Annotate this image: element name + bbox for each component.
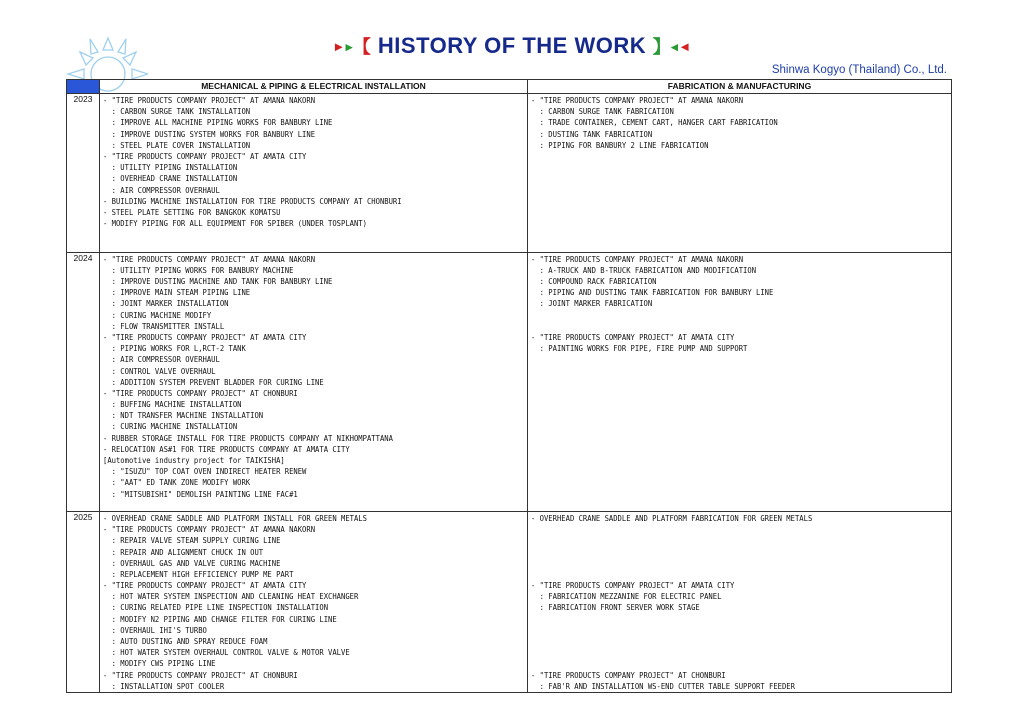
- mechanical-work-cell: [100, 252, 528, 511]
- work-item-line: : MODIFY CWS PIPING LINE: [103, 659, 216, 669]
- mechanical-work-cell: [100, 511, 528, 692]
- work-item-line: : COMPOUND RACK FABRICATION: [531, 276, 657, 287]
- work-item-line: - "TIRE PRODUCTS COMPANY PROJECT" AT AMATA CITY: [531, 332, 735, 343]
- work-item-line: : OVERHAUL IHI'S TURBO: [103, 625, 207, 636]
- work-item-line: [531, 625, 951, 637]
- work-item-line: : DUSTING TANK FABRICATION: [531, 129, 653, 139]
- title-right-ornament-icon: ◂◄: [671, 39, 692, 54]
- work-item-line: : UTILITY PIPING WORKS FOR BANBURY MACHINE: [103, 265, 294, 276]
- work-item-line: : AIR COMPRESSOR OVERHAUL: [103, 185, 220, 195]
- title-left-ornament-icon: ►▸: [332, 39, 353, 54]
- work-item-line: - BUILDING MACHINE INSTALLATION FOR TIRE PRODUCTS COMPANY AT CHONBURI: [103, 196, 402, 206]
- work-item-line: : CONTROL VALVE OVERHAUL: [103, 366, 216, 376]
- work-item-line: : CARBON SURGE TANK FABRICATION: [531, 106, 674, 117]
- year-cell: 2025: [67, 511, 100, 692]
- work-item-line: : FLOW TRANSMITTER INSTALL: [103, 321, 225, 331]
- work-item-line: : AUTO DUSTING AND SPRAY REDUCE FOAM: [103, 636, 268, 647]
- work-item-line: [531, 309, 951, 321]
- work-item-line: : AIR COMPRESSOR OVERHAUL: [103, 355, 220, 365]
- work-item-line: - "TIRE PRODUCTS COMPANY PROJECT" AT AMATA CITY: [531, 580, 735, 591]
- work-item-line: : FABRICATION MEZZANINE FOR ELECTRIC PANEL: [531, 592, 722, 602]
- work-item-line: [103, 240, 527, 252]
- work-item-line: : OVERHAUL GAS AND VALVE CURING MACHINE: [103, 558, 281, 568]
- work-item-line: : JOINT MARKER INSTALLATION: [103, 299, 229, 309]
- work-item-line: : HOT WATER SYSTEM INSPECTION AND CLEANING HEAT EXCHANGER: [103, 592, 359, 602]
- work-item-line: : JOINT MARKER FABRICATION: [531, 299, 653, 309]
- fabrication-work-cell: [528, 94, 952, 253]
- work-item-line: [531, 546, 951, 558]
- work-item-line: : PAINTING WORKS FOR PIPE, FIRE PUMP AND SUPPORT: [531, 343, 748, 354]
- work-item-line: : IMPROVE ALL MACHINE PIPING WORKS FOR BANBURY LINE: [103, 118, 333, 128]
- work-item-line: [531, 613, 951, 625]
- fabrication-work-cell: [528, 252, 952, 511]
- work-item-line: : OVERHEAD CRANE INSTALLATION: [103, 174, 238, 184]
- work-item-line: : "MITSUBISHI" DEMOLISH PAINTING LINE FAC#1: [103, 489, 298, 499]
- work-item-line: - RELOCATION AS#1 FOR TIRE PRODUCTS COMPANY AT AMATA CITY: [103, 444, 350, 455]
- work-item-line: : BUFFING MACHINE INSTALLATION: [103, 399, 242, 410]
- work-item-line: : NDT TRANSFER MACHINE INSTALLATION: [103, 411, 264, 421]
- year-header-cell: [67, 80, 100, 94]
- work-item-line: [Automotive industry project for TAIKISHA]: [103, 455, 285, 466]
- company-name: Shinwa Kogyo (Thailand) Co., Ltd.: [771, 64, 947, 76]
- work-item-line: - STEEL PLATE SETTING FOR BANGKOK KOMATSU: [103, 207, 281, 218]
- year-cell: 2023: [67, 94, 100, 253]
- page-title: [0, 33, 1024, 59]
- work-item-line: : REPAIR VALVE STEAM SUPPLY CURING LINE: [103, 536, 281, 546]
- fabrication-column-header: FABRICATION & MANUFACTURING: [528, 80, 952, 94]
- work-item-line: : A-TRUCK AND B-TRUCK FABRICATION AND MODIFICATION: [531, 265, 757, 276]
- year-cell: 2024: [67, 252, 100, 511]
- work-item-line: : PIPING WORKS FOR L,RCT-2 TANK: [103, 343, 246, 354]
- work-item-line: [531, 636, 951, 648]
- work-item-line: : "ISUZU" TOP COAT OVEN INDIRECT HEATER RENEW: [103, 466, 307, 477]
- work-item-line: : FAB'R AND INSTALLATION WS-END CUTTER TABLE SUPPORT FEEDER: [531, 681, 795, 691]
- work-item-line: : FABRICATION FRONT SERVER WORK STAGE: [531, 603, 700, 613]
- work-item-line: : STEEL PLATE COVER INSTALLATION: [103, 140, 251, 150]
- work-item-line: - OVERHEAD CRANE SADDLE AND PLATFORM INSTALL FOR GREEN METALS: [103, 513, 367, 524]
- work-item-line: : IMPROVE MAIN STEAM PIPING LINE: [103, 287, 251, 298]
- work-item-line: [531, 320, 951, 332]
- work-item-line: : INSTALLATION SPOT COOLER: [103, 681, 225, 691]
- work-item-line: [531, 535, 951, 547]
- title-right-bracket-icon: 】: [652, 37, 672, 57]
- work-item-line: : CARBON SURGE TANK INSTALLATION: [103, 106, 251, 117]
- work-item-line: - "TIRE PRODUCTS COMPANY PROJECT" AT AMANA NAKORN: [103, 254, 316, 264]
- work-item-line: : CURING RELATED PIPE LINE INSPECTION INSTALLATION: [103, 603, 329, 613]
- work-item-line: - "TIRE PRODUCTS COMPANY PROJECT" AT CHONBURI: [103, 388, 298, 399]
- work-item-line: : IMPROVE DUSTING MACHINE AND TANK FOR BANBURY LINE: [103, 276, 333, 287]
- table-body: [67, 94, 952, 693]
- work-item-line: : CURING MACHINE INSTALLATION: [103, 422, 238, 432]
- table-row: [67, 511, 952, 692]
- work-item-line: [103, 499, 527, 511]
- work-item-line: : PIPING AND DUSTING TANK FABRICATION FOR BANBURY LINE: [531, 287, 774, 298]
- work-item-line: - "TIRE PRODUCTS COMPANY PROJECT" AT AMANA NAKORN: [531, 254, 744, 264]
- work-item-line: : REPLACEMENT HIGH EFFICIENCY PUMP ME PART: [103, 569, 294, 580]
- title-left-bracket-icon: 【: [352, 37, 372, 57]
- table-row: [67, 94, 952, 253]
- work-item-line: - "TIRE PRODUCTS COMPANY PROJECT" AT AMATA CITY: [103, 151, 307, 162]
- work-item-line: : UTILITY PIPING INSTALLATION: [103, 162, 238, 173]
- work-item-line: - "TIRE PRODUCTS COMPANY PROJECT" AT CHONBURI: [103, 670, 298, 680]
- mechanical-column-header: MECHANICAL & PIPING & ELECTRICAL INSTALLATION: [100, 80, 528, 94]
- table-header-row: [67, 80, 952, 94]
- fabrication-work-cell: [528, 511, 952, 692]
- work-item-line: - "TIRE PRODUCTS COMPANY PROJECT" AT AMATA CITY: [103, 580, 307, 591]
- work-item-line: - "TIRE PRODUCTS COMPANY PROJECT" AT AMANA NAKORN: [103, 524, 316, 535]
- work-item-line: - "TIRE PRODUCTS COMPANY PROJECT" AT AMATA CITY: [103, 332, 307, 343]
- work-item-line: : TRADE CONTAINER, CEMENT CART, HANGER CART FABRICATION: [531, 118, 778, 128]
- work-history-table: [66, 79, 952, 693]
- work-item-line: - "TIRE PRODUCTS COMPANY PROJECT" AT AMANA NAKORN: [531, 95, 744, 106]
- work-item-line: - RUBBER STORAGE INSTALL FOR TIRE PRODUCTS COMPANY AT NIKHOMPATTANA: [103, 433, 393, 443]
- work-item-line: : "AAT" ED TANK ZONE MODIFY WORK: [103, 478, 251, 488]
- work-item-line: - "TIRE PRODUCTS COMPANY PROJECT" AT CHONBURI: [531, 670, 726, 680]
- table-row: [67, 252, 952, 511]
- work-item-line: [531, 557, 951, 569]
- work-item-line: : PIPING FOR BANBURY 2 LINE FABRICATION: [531, 140, 709, 150]
- work-item-line: - MODIFY PIPING FOR ALL EQUIPMENT FOR SPIBER (UNDER TOSPLANT): [103, 218, 367, 229]
- title-text: HISTORY OF THE WORK: [377, 33, 647, 58]
- work-item-line: : IMPROVE DUSTING SYSTEM WORKS FOR BANBURY LINE: [103, 129, 316, 139]
- work-item-line: - OVERHEAD CRANE SADDLE AND PLATFORM FABRICATION FOR GREEN METALS: [531, 513, 813, 524]
- work-item-line: : REPAIR AND ALIGNMENT CHUCK IN OUT: [103, 547, 264, 557]
- mechanical-work-cell: [100, 94, 528, 253]
- work-item-line: : HOT WATER SYSTEM OVERHAUL CONTROL VALVE & MOTOR VALVE: [103, 647, 350, 658]
- work-item-line: [531, 569, 951, 581]
- work-item-line: : ADDITION SYSTEM PREVENT BLADDER FOR CURING LINE: [103, 377, 324, 387]
- work-item-line: - "TIRE PRODUCTS COMPANY PROJECT" AT AMANA NAKORN: [103, 95, 316, 106]
- work-item-line: : CURING MACHINE MODIFY: [103, 310, 212, 320]
- work-item-line: : MODIFY N2 PIPING AND CHANGE FILTER FOR CURING LINE: [103, 614, 337, 624]
- work-item-line: [531, 658, 951, 670]
